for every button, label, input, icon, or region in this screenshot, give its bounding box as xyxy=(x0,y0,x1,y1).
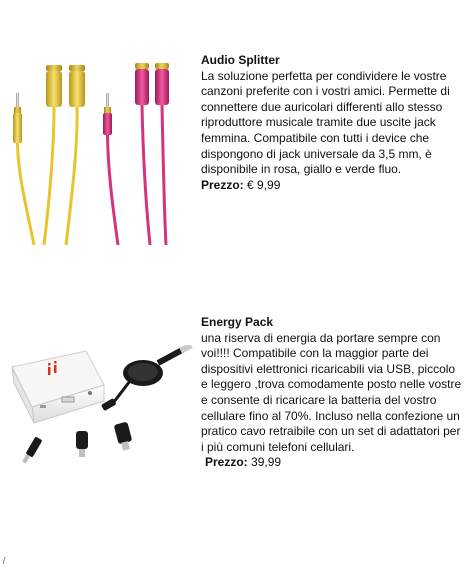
price-value: 39,99 xyxy=(251,455,282,470)
audio-splitter-text xyxy=(201,53,463,193)
product-title: Audio Splitter xyxy=(201,53,280,67)
audio-splitter-image xyxy=(10,55,195,245)
price-label: Prezzo: xyxy=(205,455,248,470)
audio-splitter-cables-icon xyxy=(10,55,195,245)
price-value: € 9,99 xyxy=(247,177,281,192)
energy-pack-battery-kit-icon xyxy=(8,345,198,475)
decorative-mark xyxy=(2,552,8,562)
product-description: La soluzione perfetta per condividere le vostre canzoni preferite con i vostri amici. Permette di connettere due auricolari differenti allo stesso riproduttore musicale tramite due uscite jack femmina. Compatibile con tutti i device che dispongono di jack universale da 3,5 mm, è disponibile in rosa, giallo e verde fluo. xyxy=(201,68,450,177)
energy-pack-text xyxy=(201,315,463,471)
product-title: Energy Pack xyxy=(201,315,274,329)
energy-pack-image xyxy=(8,345,198,475)
price-label: Prezzo: xyxy=(201,177,244,192)
product-description: una riserva di energia da portare sempre con voi!!!! Compatibile con la maggior parte dei dispositivi elettronici ricaricabili via USB, piccolo e leggero ,trova comodamente posto nelle vostre e consente di ricaricare la batteria del vostro cellulare fino al 70%. Incluso nella confezione un pratico cavo retraibile con un set di adattatori per i più comuni telefoni cellulari. xyxy=(201,330,462,454)
price-line xyxy=(201,178,463,194)
price-line xyxy=(201,455,463,471)
